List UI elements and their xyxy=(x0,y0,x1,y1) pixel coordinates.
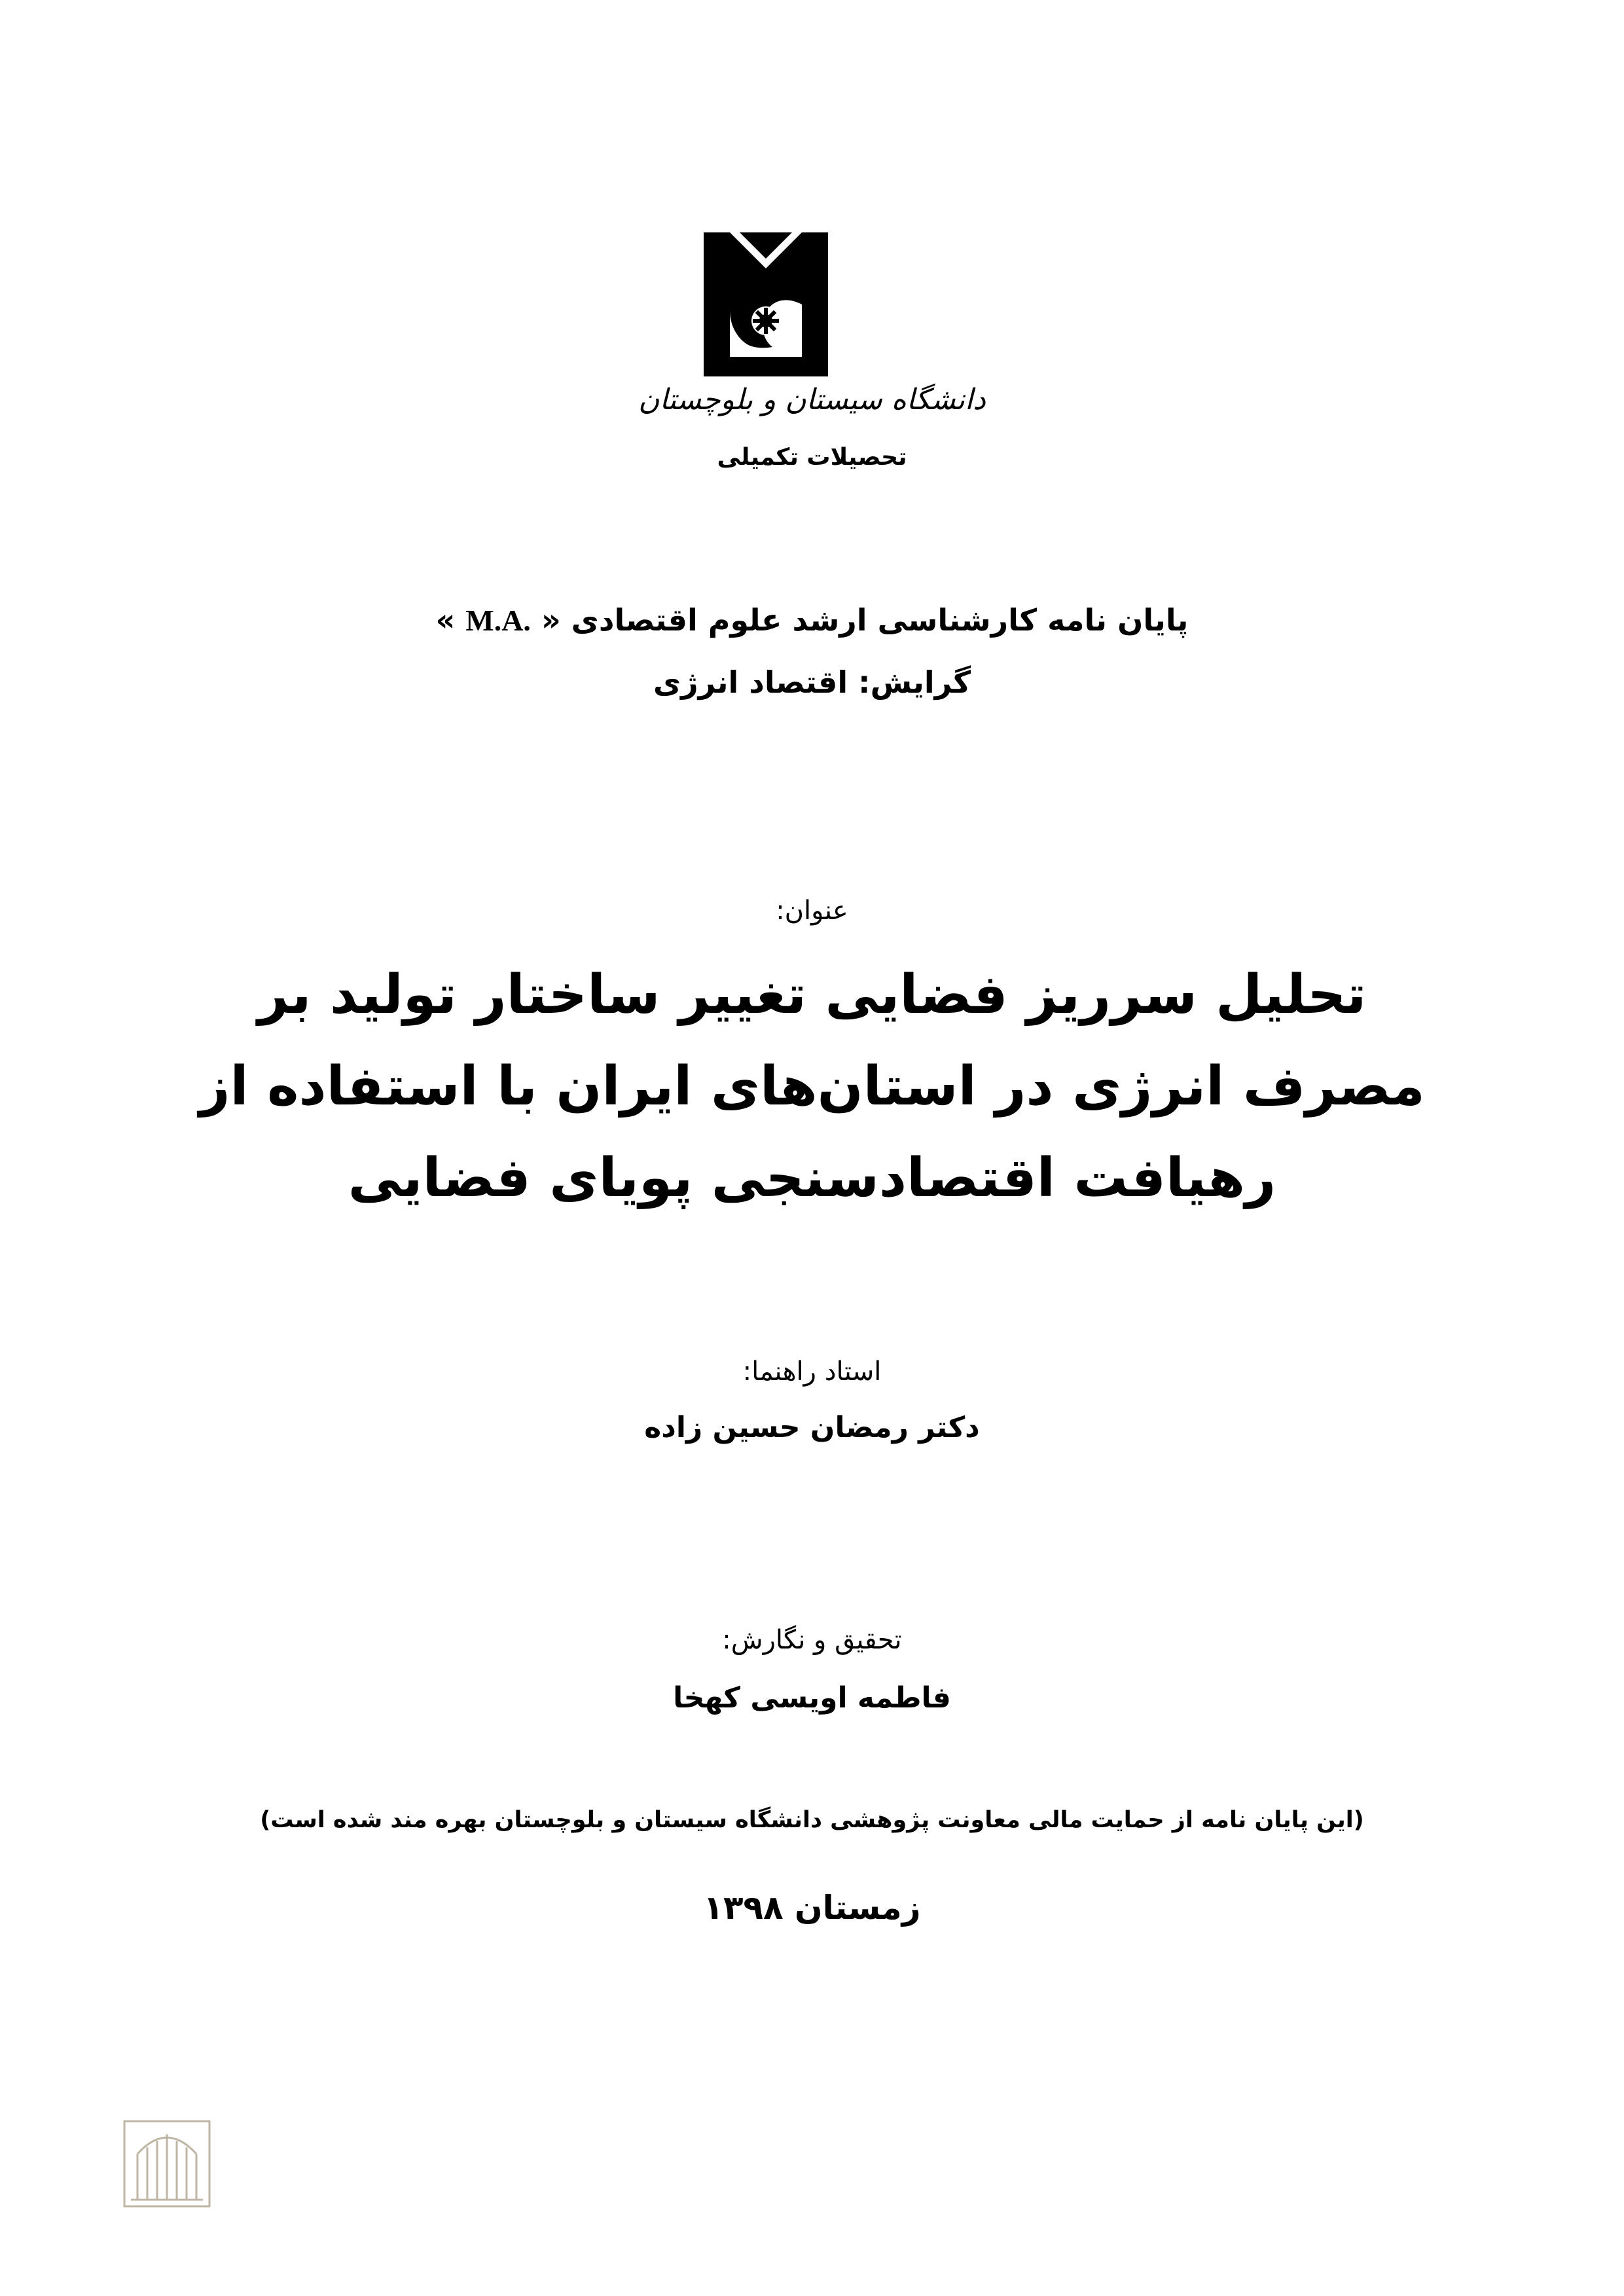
advisor-label: استاد راهنما: xyxy=(742,1357,882,1387)
field-of-study: گرایش: اقتصاد انرژی xyxy=(653,665,971,700)
funding-note: (این پایان نامه از حمایت مالی معاونت پژوهشی دانشگاه سیستان و بلوچستان بهره مند شده است) xyxy=(260,1807,1364,1833)
library-archive-watermark xyxy=(92,2115,242,2285)
degree-prefix: پایان نامه کارشناسی ارشد علوم اقتصادی « xyxy=(541,602,1189,638)
thesis-title-line-2: مصرف انرژی در استان‌های ایران با استفاده از xyxy=(199,1055,1425,1118)
degree-line xyxy=(0,602,1624,638)
author-label: تحقیق و نگارش: xyxy=(722,1625,902,1655)
university-logo-icon xyxy=(694,232,838,376)
degree-code: M.A. xyxy=(465,604,531,637)
thesis-title-line-3: رهیافت اقتصادسنجی پویای فضایی xyxy=(348,1147,1276,1209)
university-name: دانشگاه سیستان و بلوچستان xyxy=(638,383,986,416)
graduate-studies-label: تحصیلات تکمیلی xyxy=(717,444,907,471)
advisor-name: دکتر رمضان حسین زاده xyxy=(644,1411,980,1444)
university-logo-svg xyxy=(694,232,838,376)
thesis-title-line-1: تحلیل سرریز فضایی تغییر ساختار تولید بر xyxy=(257,964,1367,1026)
title-label: عنوان: xyxy=(776,896,848,926)
thesis-date: زمستان ۱۳۹۸ xyxy=(703,1889,921,1927)
library-archive-logo-icon xyxy=(118,2115,216,2213)
author-name: فاطمه اویسی کهخا xyxy=(673,1681,951,1715)
degree-suffix: » xyxy=(435,602,456,638)
thesis-title xyxy=(196,949,1428,1224)
